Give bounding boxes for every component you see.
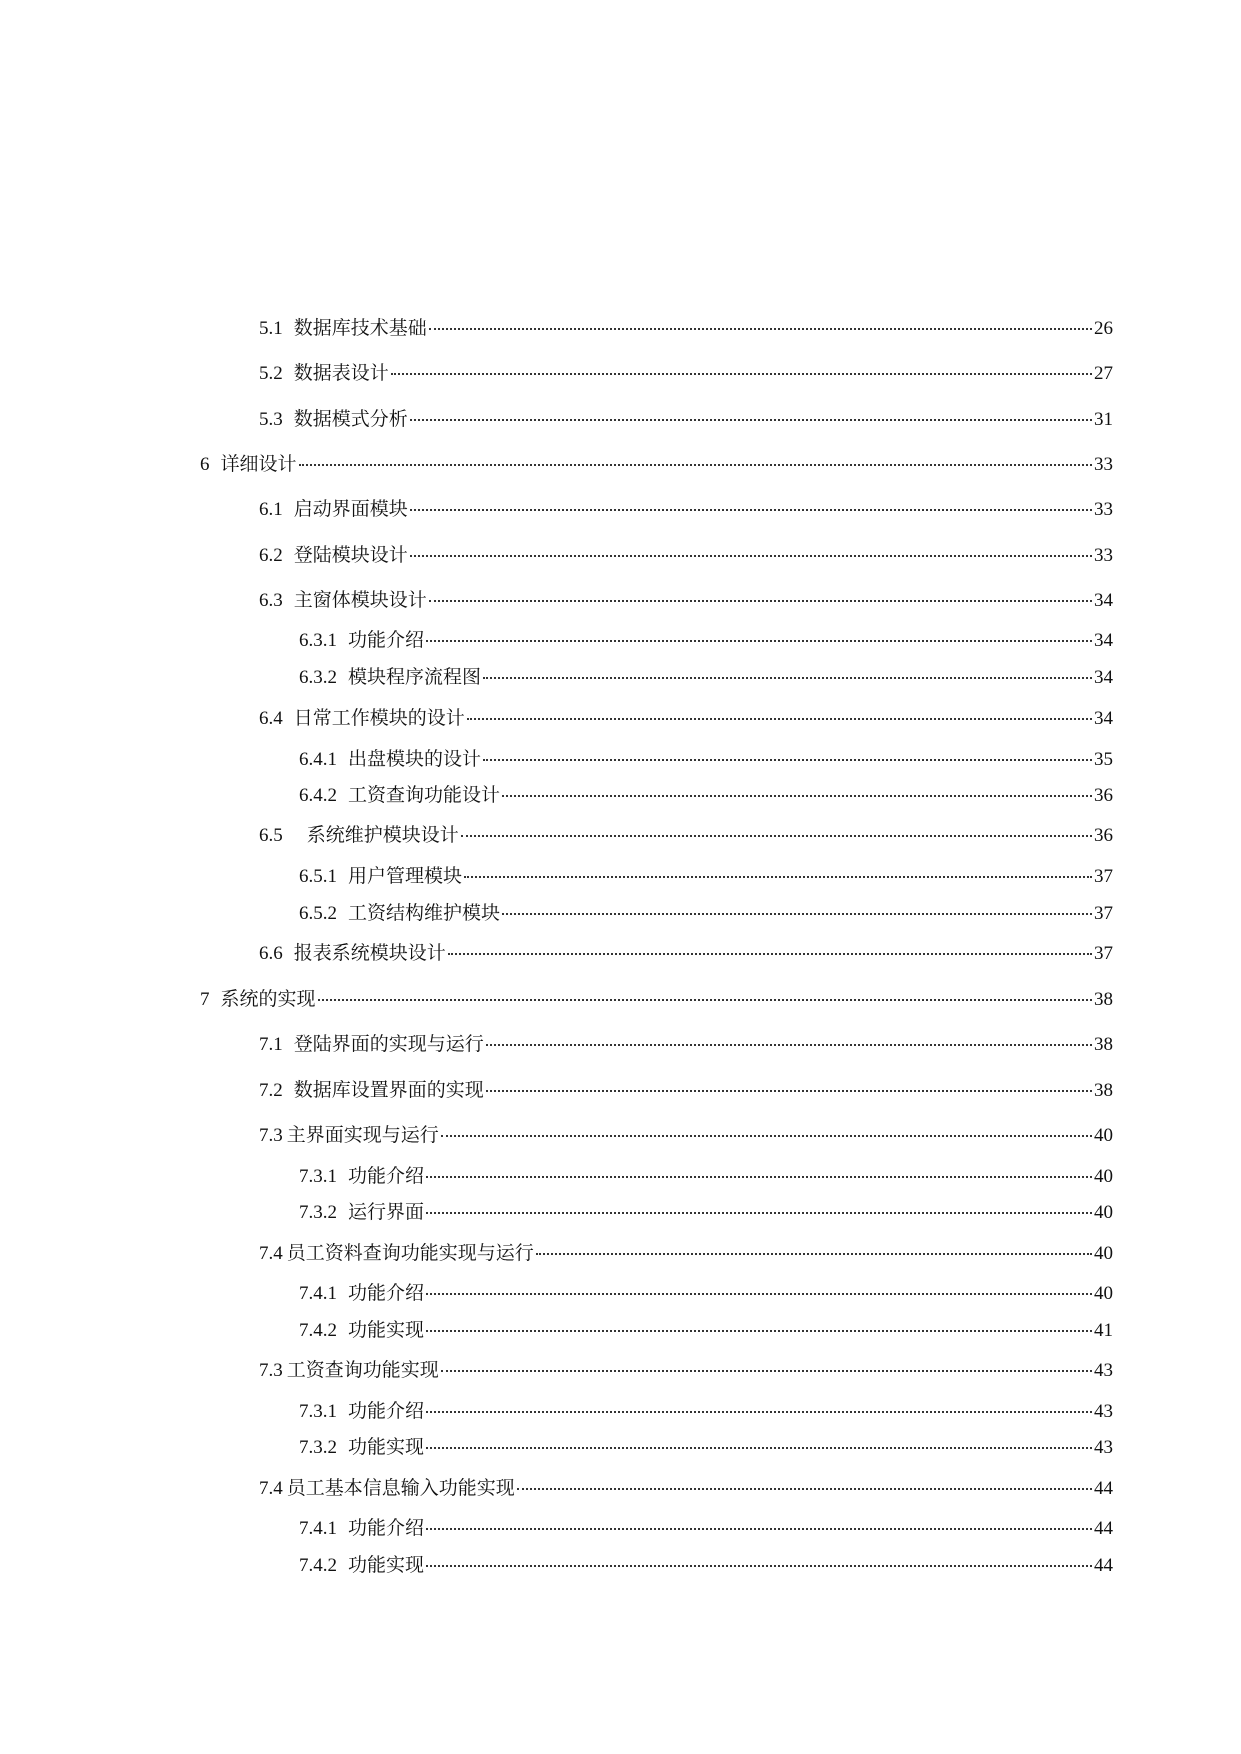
toc-entry xyxy=(259,1241,1113,1266)
toc-entry-number: 7.3.1 xyxy=(299,1401,337,1422)
toc-entry xyxy=(259,1032,1113,1057)
toc-entry-page: 40 xyxy=(1094,1202,1113,1223)
toc-entry xyxy=(259,1476,1113,1501)
toc-entry-number: 6.4.2 xyxy=(299,785,337,806)
dot-leader xyxy=(391,373,1092,375)
toc-entry xyxy=(299,1435,1113,1460)
toc-entry-number: 7.4 xyxy=(259,1478,283,1499)
toc-entry xyxy=(200,452,1113,477)
toc-entry-page: 38 xyxy=(1094,989,1113,1010)
toc-entry xyxy=(259,361,1113,386)
toc-entry-page: 44 xyxy=(1094,1555,1113,1576)
toc-entry-page: 35 xyxy=(1094,749,1113,770)
toc-entry-page: 31 xyxy=(1094,409,1113,430)
toc-entry-page: 41 xyxy=(1094,1320,1113,1341)
toc-entry xyxy=(299,1553,1113,1578)
toc-entry-number: 7 xyxy=(200,989,210,1010)
toc-entry-title: 用户管理模块 xyxy=(348,865,463,887)
toc-entry-number: 6.4.1 xyxy=(299,749,337,770)
toc-entry-title: 启动界面模块 xyxy=(293,498,408,520)
toc-entry-page: 26 xyxy=(1094,318,1113,339)
toc-entry-number: 7.3 xyxy=(259,1125,283,1146)
dot-leader xyxy=(502,795,1092,797)
toc-entry-number: 7.4.1 xyxy=(299,1518,337,1539)
dot-leader xyxy=(461,835,1092,837)
dot-leader xyxy=(467,718,1092,720)
toc-entry xyxy=(259,407,1113,432)
dot-leader xyxy=(426,640,1092,642)
toc-entry xyxy=(299,1200,1113,1225)
toc-entry-number: 6.4 xyxy=(259,708,283,729)
toc-entry-number: 7.1 xyxy=(259,1034,283,1055)
toc-entry-page: 34 xyxy=(1094,590,1113,611)
toc-entry-title: 功能介绍 xyxy=(348,1282,425,1304)
toc-entry-title: 员工资料查询功能实现与运行 xyxy=(286,1242,534,1264)
toc-entry-number: 6.5.2 xyxy=(299,903,337,924)
toc-entry xyxy=(200,987,1113,1012)
toc-entry-number: 6 xyxy=(200,454,210,475)
toc-entry-page: 33 xyxy=(1094,545,1113,566)
toc-entry-title: 工资查询功能设计 xyxy=(348,784,501,806)
toc-entry-title: 功能实现 xyxy=(348,1436,425,1458)
toc-entry-number: 7.2 xyxy=(259,1080,283,1101)
dot-leader xyxy=(410,555,1092,557)
dot-leader xyxy=(502,913,1092,915)
toc-entry-page: 34 xyxy=(1094,708,1113,729)
toc-entry-title: 详细设计 xyxy=(220,453,297,475)
toc-entry xyxy=(299,628,1113,653)
dot-leader xyxy=(410,509,1092,511)
toc-entry-page: 43 xyxy=(1094,1401,1113,1422)
dot-leader xyxy=(426,1411,1092,1413)
toc-entry-title: 登陆界面的实现与运行 xyxy=(293,1033,484,1055)
toc-entry-title: 数据库设置界面的实现 xyxy=(293,1079,484,1101)
toc-entry-title: 功能实现 xyxy=(348,1554,425,1576)
toc-entry-page: 36 xyxy=(1094,825,1113,846)
toc-entry-page: 44 xyxy=(1094,1478,1113,1499)
dot-leader xyxy=(486,1090,1092,1092)
dot-leader xyxy=(536,1253,1092,1255)
dot-leader xyxy=(448,953,1092,955)
toc-entry-title: 数据库技术基础 xyxy=(293,317,427,339)
dot-leader xyxy=(318,999,1092,1001)
toc-entry-title: 工资结构维护模块 xyxy=(348,902,501,924)
toc-entry-number: 7.3.2 xyxy=(299,1202,337,1223)
toc-entry-title: 运行界面 xyxy=(348,1201,425,1223)
toc-entry-number: 6.5 xyxy=(259,825,283,846)
toc-entry-title: 日常工作模块的设计 xyxy=(293,707,465,729)
toc-entry-number: 7.4 xyxy=(259,1243,283,1264)
toc-entry-number: 5.2 xyxy=(259,363,283,384)
toc-entry-page: 27 xyxy=(1094,363,1113,384)
toc-entry-number: 6.3.1 xyxy=(299,630,337,651)
toc-entry-page: 40 xyxy=(1094,1166,1113,1187)
toc-entry-title: 功能介绍 xyxy=(348,629,425,651)
dot-leader xyxy=(426,1176,1092,1178)
toc-entry-number: 6.2 xyxy=(259,545,283,566)
toc-entry-title: 功能介绍 xyxy=(348,1400,425,1422)
toc-entry xyxy=(299,1281,1113,1306)
toc-entry xyxy=(259,941,1113,966)
toc-entry-number: 7.4.1 xyxy=(299,1283,337,1304)
toc-entry-page: 37 xyxy=(1094,943,1113,964)
toc-entry-title: 员工基本信息输入功能实现 xyxy=(286,1477,515,1499)
toc-entry-title: 出盘模块的设计 xyxy=(348,748,482,770)
dot-leader xyxy=(441,1135,1092,1137)
toc-entry xyxy=(299,1164,1113,1189)
toc-entry-number: 7.4.2 xyxy=(299,1320,337,1341)
toc-entry-number: 5.3 xyxy=(259,409,283,430)
toc-entry-page: 40 xyxy=(1094,1125,1113,1146)
toc-entry-page: 40 xyxy=(1094,1283,1113,1304)
toc-entry-title: 数据模式分析 xyxy=(293,408,408,430)
dot-leader xyxy=(483,759,1092,761)
toc-entry xyxy=(259,1358,1113,1383)
dot-leader xyxy=(486,1044,1092,1046)
toc-entry-page: 43 xyxy=(1094,1437,1113,1458)
toc-entry xyxy=(259,823,1113,848)
dot-leader xyxy=(429,600,1092,602)
toc-entry-title: 主窗体模块设计 xyxy=(293,589,427,611)
dot-leader xyxy=(410,419,1092,421)
toc-entry-number: 6.3.2 xyxy=(299,667,337,688)
toc-entry-page: 36 xyxy=(1094,785,1113,806)
toc-entry-title: 工资查询功能实现 xyxy=(286,1359,439,1381)
toc-entry xyxy=(259,706,1113,731)
toc-entry-page: 33 xyxy=(1094,454,1113,475)
toc-entry xyxy=(259,497,1113,522)
toc-entry-number: 6.3 xyxy=(259,590,283,611)
toc-entry-number: 7.3.2 xyxy=(299,1437,337,1458)
toc-entry-page: 44 xyxy=(1094,1518,1113,1539)
toc-entry xyxy=(299,1318,1113,1343)
toc-entry xyxy=(299,864,1113,889)
toc-entry-title: 功能实现 xyxy=(348,1319,425,1341)
toc-entry-page: 43 xyxy=(1094,1360,1113,1381)
dot-leader xyxy=(426,1293,1092,1295)
toc-entry-page: 37 xyxy=(1094,866,1113,887)
toc-entry xyxy=(299,783,1113,808)
toc-entry-number: 5.1 xyxy=(259,318,283,339)
toc-entry xyxy=(299,1399,1113,1424)
toc-entry-number: 6.5.1 xyxy=(299,866,337,887)
toc-entry-page: 34 xyxy=(1094,667,1113,688)
dot-leader xyxy=(464,876,1092,878)
dot-leader xyxy=(429,328,1092,330)
toc-entry xyxy=(299,665,1113,690)
toc-entry-number: 7.4.2 xyxy=(299,1555,337,1576)
toc-entry xyxy=(259,316,1113,341)
toc-entry-title: 系统的实现 xyxy=(220,988,316,1010)
toc-entry-page: 37 xyxy=(1094,903,1113,924)
dot-leader xyxy=(483,677,1092,679)
toc-entry-number: 6.6 xyxy=(259,943,283,964)
toc-entry-page: 34 xyxy=(1094,630,1113,651)
toc-entry-title: 登陆模块设计 xyxy=(293,544,408,566)
toc-entry-title: 功能介绍 xyxy=(348,1165,425,1187)
toc-entry xyxy=(299,1516,1113,1541)
dot-leader xyxy=(426,1565,1092,1567)
toc-entry xyxy=(259,1123,1113,1148)
toc-entry-title: 数据表设计 xyxy=(293,362,389,384)
toc-entry xyxy=(259,1078,1113,1103)
toc-entry-page: 38 xyxy=(1094,1034,1113,1055)
toc-entry xyxy=(259,543,1113,568)
dot-leader xyxy=(426,1447,1092,1449)
toc-entry-title: 系统维护模块设计 xyxy=(306,824,459,846)
toc-entry-title: 报表系统模块设计 xyxy=(293,942,446,964)
dot-leader xyxy=(426,1528,1092,1530)
dot-leader xyxy=(299,464,1092,466)
toc-entry-page: 38 xyxy=(1094,1080,1113,1101)
dot-leader xyxy=(441,1370,1092,1372)
toc-entry-title: 模块程序流程图 xyxy=(348,666,482,688)
dot-leader xyxy=(426,1330,1092,1332)
toc-entry xyxy=(299,901,1113,926)
toc-entry-number: 7.3.1 xyxy=(299,1166,337,1187)
toc-entry-number: 6.1 xyxy=(259,499,283,520)
dot-leader xyxy=(426,1212,1092,1214)
toc-entry xyxy=(299,747,1113,772)
toc-entry xyxy=(259,588,1113,613)
toc-entry-title: 主界面实现与运行 xyxy=(286,1124,439,1146)
toc-entry-number: 7.3 xyxy=(259,1360,283,1381)
toc-entry-page: 33 xyxy=(1094,499,1113,520)
toc-entry-title: 功能介绍 xyxy=(348,1517,425,1539)
dot-leader xyxy=(517,1488,1092,1490)
toc-entry-page: 40 xyxy=(1094,1243,1113,1264)
